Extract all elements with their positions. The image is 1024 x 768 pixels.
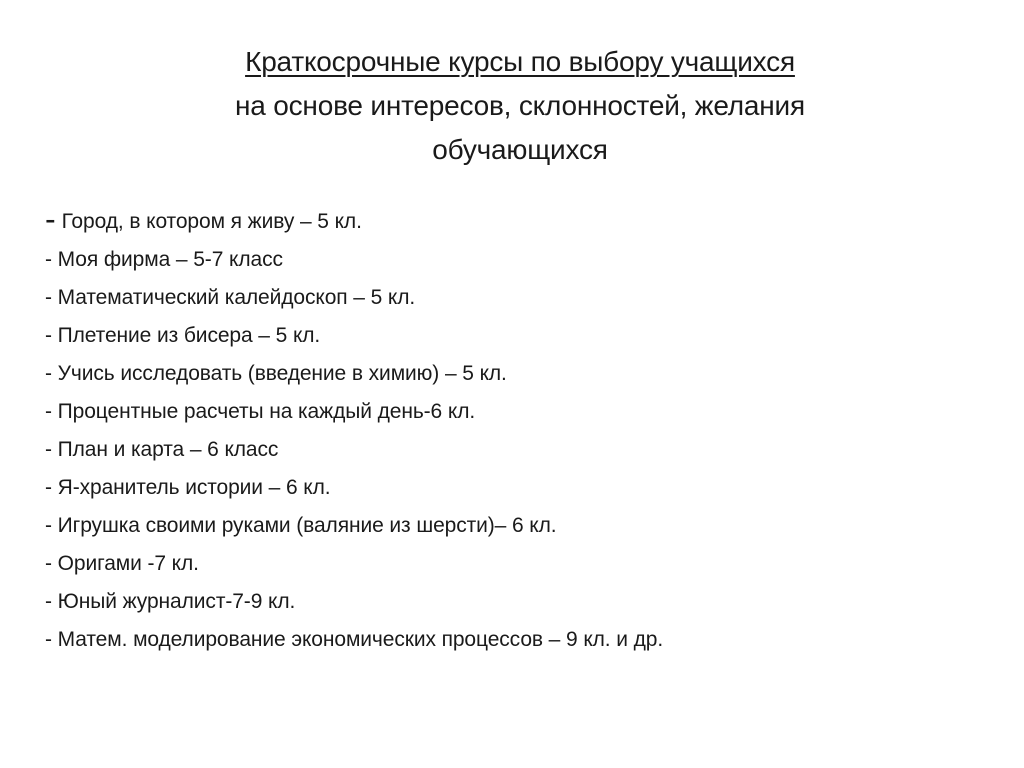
list-item [45, 621, 985, 659]
list-item [45, 317, 985, 355]
bullet-dash: - [45, 552, 52, 575]
bullet-dash: - [45, 286, 52, 309]
list-item [45, 545, 985, 583]
list-item [45, 241, 985, 279]
bullet-dash: - [45, 590, 52, 613]
bullet-dash: - [45, 201, 56, 237]
list-item [45, 583, 985, 621]
course-text: Оригами -7 кл. [57, 552, 199, 575]
list-item [45, 197, 985, 241]
list-item [45, 355, 985, 393]
course-list [45, 197, 985, 659]
bullet-dash: - [45, 438, 52, 461]
course-text: Город, в котором я живу – 5 кл. [61, 210, 362, 233]
slide-title [100, 40, 940, 172]
bullet-dash: - [45, 400, 52, 423]
course-text: План и карта – 6 класс [57, 438, 279, 461]
course-text: Юный журналист-7-9 кл. [57, 590, 296, 613]
list-item [45, 431, 985, 469]
course-text: Процентные расчеты на каждый день-6 кл. [57, 400, 476, 423]
course-text: Математический калейдоскоп – 5 кл. [57, 286, 416, 309]
bullet-dash: - [45, 476, 52, 499]
list-item [45, 469, 985, 507]
bullet-dash: - [45, 628, 52, 651]
list-item [45, 393, 985, 431]
title-line-3: обучающихся [432, 134, 608, 165]
list-item [45, 507, 985, 545]
course-text: Я-хранитель истории – 6 кл. [57, 476, 331, 499]
bullet-dash: - [45, 362, 52, 385]
bullet-dash: - [45, 324, 52, 347]
list-item [45, 279, 985, 317]
bullet-dash: - [45, 514, 52, 537]
course-text: Учись исследовать (введение в химию) – 5 кл. [57, 362, 507, 385]
course-text: Плетение из бисера – 5 кл. [57, 324, 321, 347]
bullet-dash: - [45, 248, 52, 271]
title-line-2: на основе интересов, склонностей, желания [235, 90, 805, 121]
title-line-1: Краткосрочные курсы по выбору учащихся [245, 46, 795, 77]
course-text: Игрушка своими руками (валяние из шерсти)– 6 кл. [57, 514, 557, 537]
course-text: Матем. моделирование экономических процессов – 9 кл. и др. [57, 628, 664, 651]
course-text: Моя фирма – 5-7 класс [57, 248, 283, 271]
